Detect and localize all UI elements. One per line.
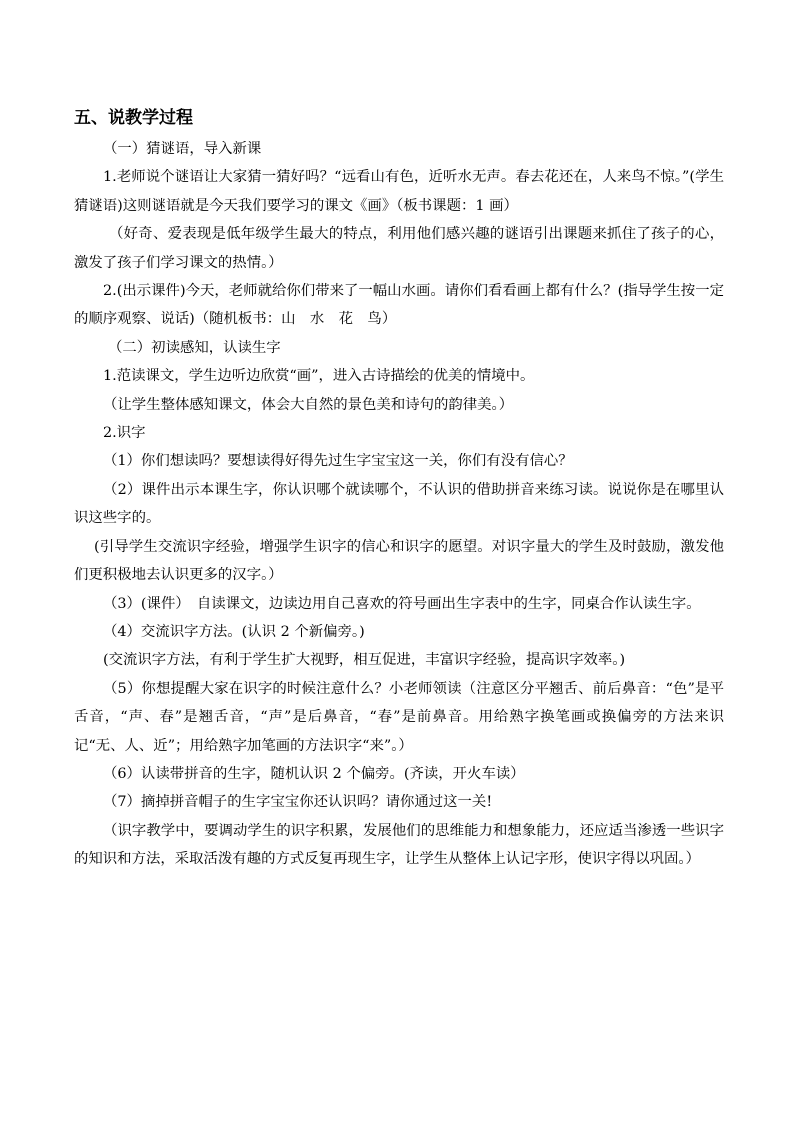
paragraph-courseware: 2.(出示课件)今天，老师就给你们带来了一幅山水画。请你们看看画上都有什么？(指导学生按一定的顺序观察、说话)（随机板书：山 水 花 鸟） [74, 283, 724, 328]
paragraph-step-4: （4）交流识字方法。(认识 2 个新偏旁。) [103, 623, 365, 640]
paragraph-step-7-note: （识字教学中，要调动学生的识字积累，发展他们的思维能力和想象能力，还应适当渗透一些识字的知识和方法，采取活泼有趣的方式反复再现生字，让学生从整体上认记字形，使识字得以巩固。） [74, 822, 724, 868]
paragraph-step-5: （5）你想提醒大家在识字的时候注意什么？小老师领读（注意区分平翘舌、前后鼻音：“色”是平舌音，“声、春”是翘舌音，“声”是后鼻音，“春”是前鼻音。用给熟字换笔画或换偏旁的方法来识记“无、人、近”；用给熟字加笔画的方法识字“来”。） [74, 680, 724, 754]
paragraph-step-3: （3）(课件） 自读课文，边读边用自己喜欢的符号画出生字表中的生字，同桌合作认读生字。 [103, 595, 701, 612]
paragraph-model-reading-note: （让学生整体感知课文，体会大自然的景色美和诗句的韵律美。） [103, 396, 514, 413]
paragraph-step-4-note: (交流识字方法，有利于学生扩大视野，相互促进，丰富识字经验，提高识字效率。) [103, 652, 626, 669]
paragraph-step-2: （2）课件出示本课生字，你认识哪个就读哪个，不认识的借助拼音来练习读。说说你是在哪里认识这些字的。 [74, 481, 724, 527]
subsection-heading-2: （二）初读感知，认读生字 [108, 339, 281, 356]
document-body [74, 104, 724, 874]
paragraph-step-2-note: (引导学生交流识字经验，增强学生识字的信心和识字的愿望。对识字量大的学生及时鼓励，激发他们更积极地去认识更多的汉字。） [74, 538, 724, 584]
paragraph-literacy-heading: 2.识字 [103, 425, 146, 442]
subsection-heading-1: （一）猜谜语，导入新课 [103, 141, 262, 157]
paragraph-riddle-note: （好奇、爱表现是低年级学生最大的特点，利用他们感兴趣的谜语引出课题来抓住了孩子的心，激发了孩子们学习课文的热情。） [74, 226, 724, 271]
paragraph-step-1: （1）你们想读吗？要想读得好得先过生字宝宝这一关，你们有没有信心？ [103, 453, 573, 470]
paragraph-step-7: （7）摘掉拼音帽子的生字宝宝你还认识吗？请你通过这一关! [103, 794, 493, 811]
section-heading: 五、说教学过程 [74, 108, 193, 128]
paragraph-model-reading: 1.范读课文，学生边听边欣赏“画”，进入古诗描绘的优美的情境中。 [103, 368, 535, 385]
paragraph-riddle: 1.老师说个谜语让大家猜一猜好吗？“远看山有色，近听水无声。春去花还在，人来鸟不惊。”(学生猜谜语)这则谜语就是今天我们要学习的课文《画》（板书课题：1 画） [74, 169, 724, 214]
paragraph-step-6: （6）认读带拼音的生字，随机认识 2 个偏旁。(齐读，开火车读） [103, 765, 525, 782]
